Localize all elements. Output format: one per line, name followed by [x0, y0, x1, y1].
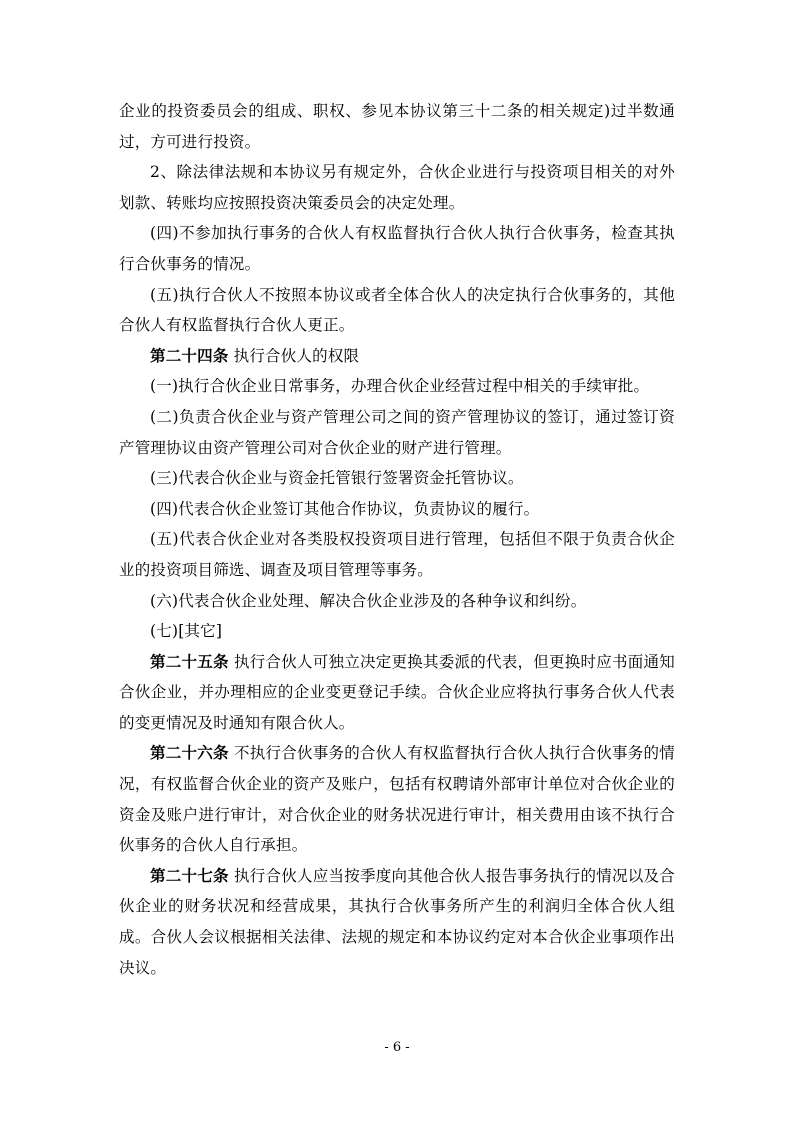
paragraph-7	[119, 402, 675, 463]
article-number: 第二十七条	[150, 865, 229, 885]
paragraph-text: 企业的投资委员会的组成、职权、参见本协议第三十二条的相关规定)过半数通过，方可进行投资。	[119, 102, 675, 151]
paragraph-9	[119, 494, 675, 525]
paragraph-text: (一)执行合伙企业日常事务，办理合伙企业经营过程中相关的手续审批。	[150, 377, 650, 396]
paragraph-text: (二)负责合伙企业与资产管理公司之间的资产管理协议的签订，通过签订资产管理协议由资产管理公司对合伙企业的财产进行管理。	[119, 407, 675, 457]
paragraph-12	[119, 616, 675, 647]
paragraph-text: 执行合伙人的权限	[228, 346, 360, 365]
article-number: 第二十四条	[150, 345, 229, 365]
document-body	[119, 96, 675, 983]
paragraph-text: (四)代表合伙企业签订其他合作协议，负责协议的履行。	[150, 499, 540, 518]
page-number: - 6 -	[384, 1040, 410, 1055]
paragraph-10	[119, 524, 675, 585]
paragraph-3	[119, 218, 675, 279]
article-26	[119, 738, 675, 860]
paragraph-text: 不执行合伙事务的合伙人有权监督执行合伙人执行合伙事务的情况，有权监督合伙企业的资产及账户，包括有权聘请外部审计单位对合伙企业的资金及账户进行审计，对合伙企业的财务状况进行审计，相关费用由该不执行合伙事务的合伙人自行承担。	[119, 744, 675, 855]
paragraph-1	[119, 96, 675, 157]
paragraph-text: (七)[其它]	[150, 622, 223, 641]
paragraph-text: (三)代表合伙企业与资金托管银行签署资金托管协议。	[150, 469, 524, 488]
paragraph-11	[119, 586, 675, 617]
paragraph-6	[119, 371, 675, 402]
paragraph-text: 2、除法律法规和本协议另有规定外，合伙企业进行与投资项目相关的对外划款、转账均应按照投资决策委员会的决定处理。	[119, 163, 675, 212]
article-24-heading	[119, 341, 675, 372]
paragraph-2	[119, 157, 675, 218]
article-number: 第二十五条	[150, 651, 229, 671]
paragraph-text: 执行合伙人应当按季度向其他合伙人报告事务执行的情况以及合伙企业的财务状况和经营成果，其执行合伙事务所产生的利润归全体合伙人组成。合伙人会议根据相关法律、法规的规定和本协议约定对本合伙企业事项作出决议。	[119, 866, 675, 977]
paragraph-text: (五)执行合伙人不按照本协议或者全体合伙人的决定执行合伙事务的，其他合伙人有权监督执行合伙人更正。	[119, 285, 675, 335]
paragraph-4	[119, 280, 675, 341]
paragraph-text: (六)代表合伙企业处理、解决合伙企业涉及的各种争议和纠纷。	[150, 591, 587, 610]
article-25	[119, 647, 675, 739]
paragraph-text: (四)不参加执行事务的合伙人有权监督执行合伙人执行合伙事务，检查其执行合伙事务的情况。	[119, 224, 675, 273]
article-27	[119, 861, 675, 983]
paragraph-8	[119, 463, 675, 494]
paragraph-text: (五)代表合伙企业对各类股权投资项目进行管理，包括但不限于负责合伙企业的投资项目筛选、调查及项目管理等事务。	[119, 530, 675, 579]
article-number: 第二十六条	[150, 743, 229, 763]
paragraph-text: 执行合伙人可独立决定更换其委派的代表，但更换时应书面通知合伙企业，并办理相应的企业变更登记手续。合伙企业应将执行事务合伙人代表的变更情况及时通知有限合伙人。	[119, 652, 675, 732]
